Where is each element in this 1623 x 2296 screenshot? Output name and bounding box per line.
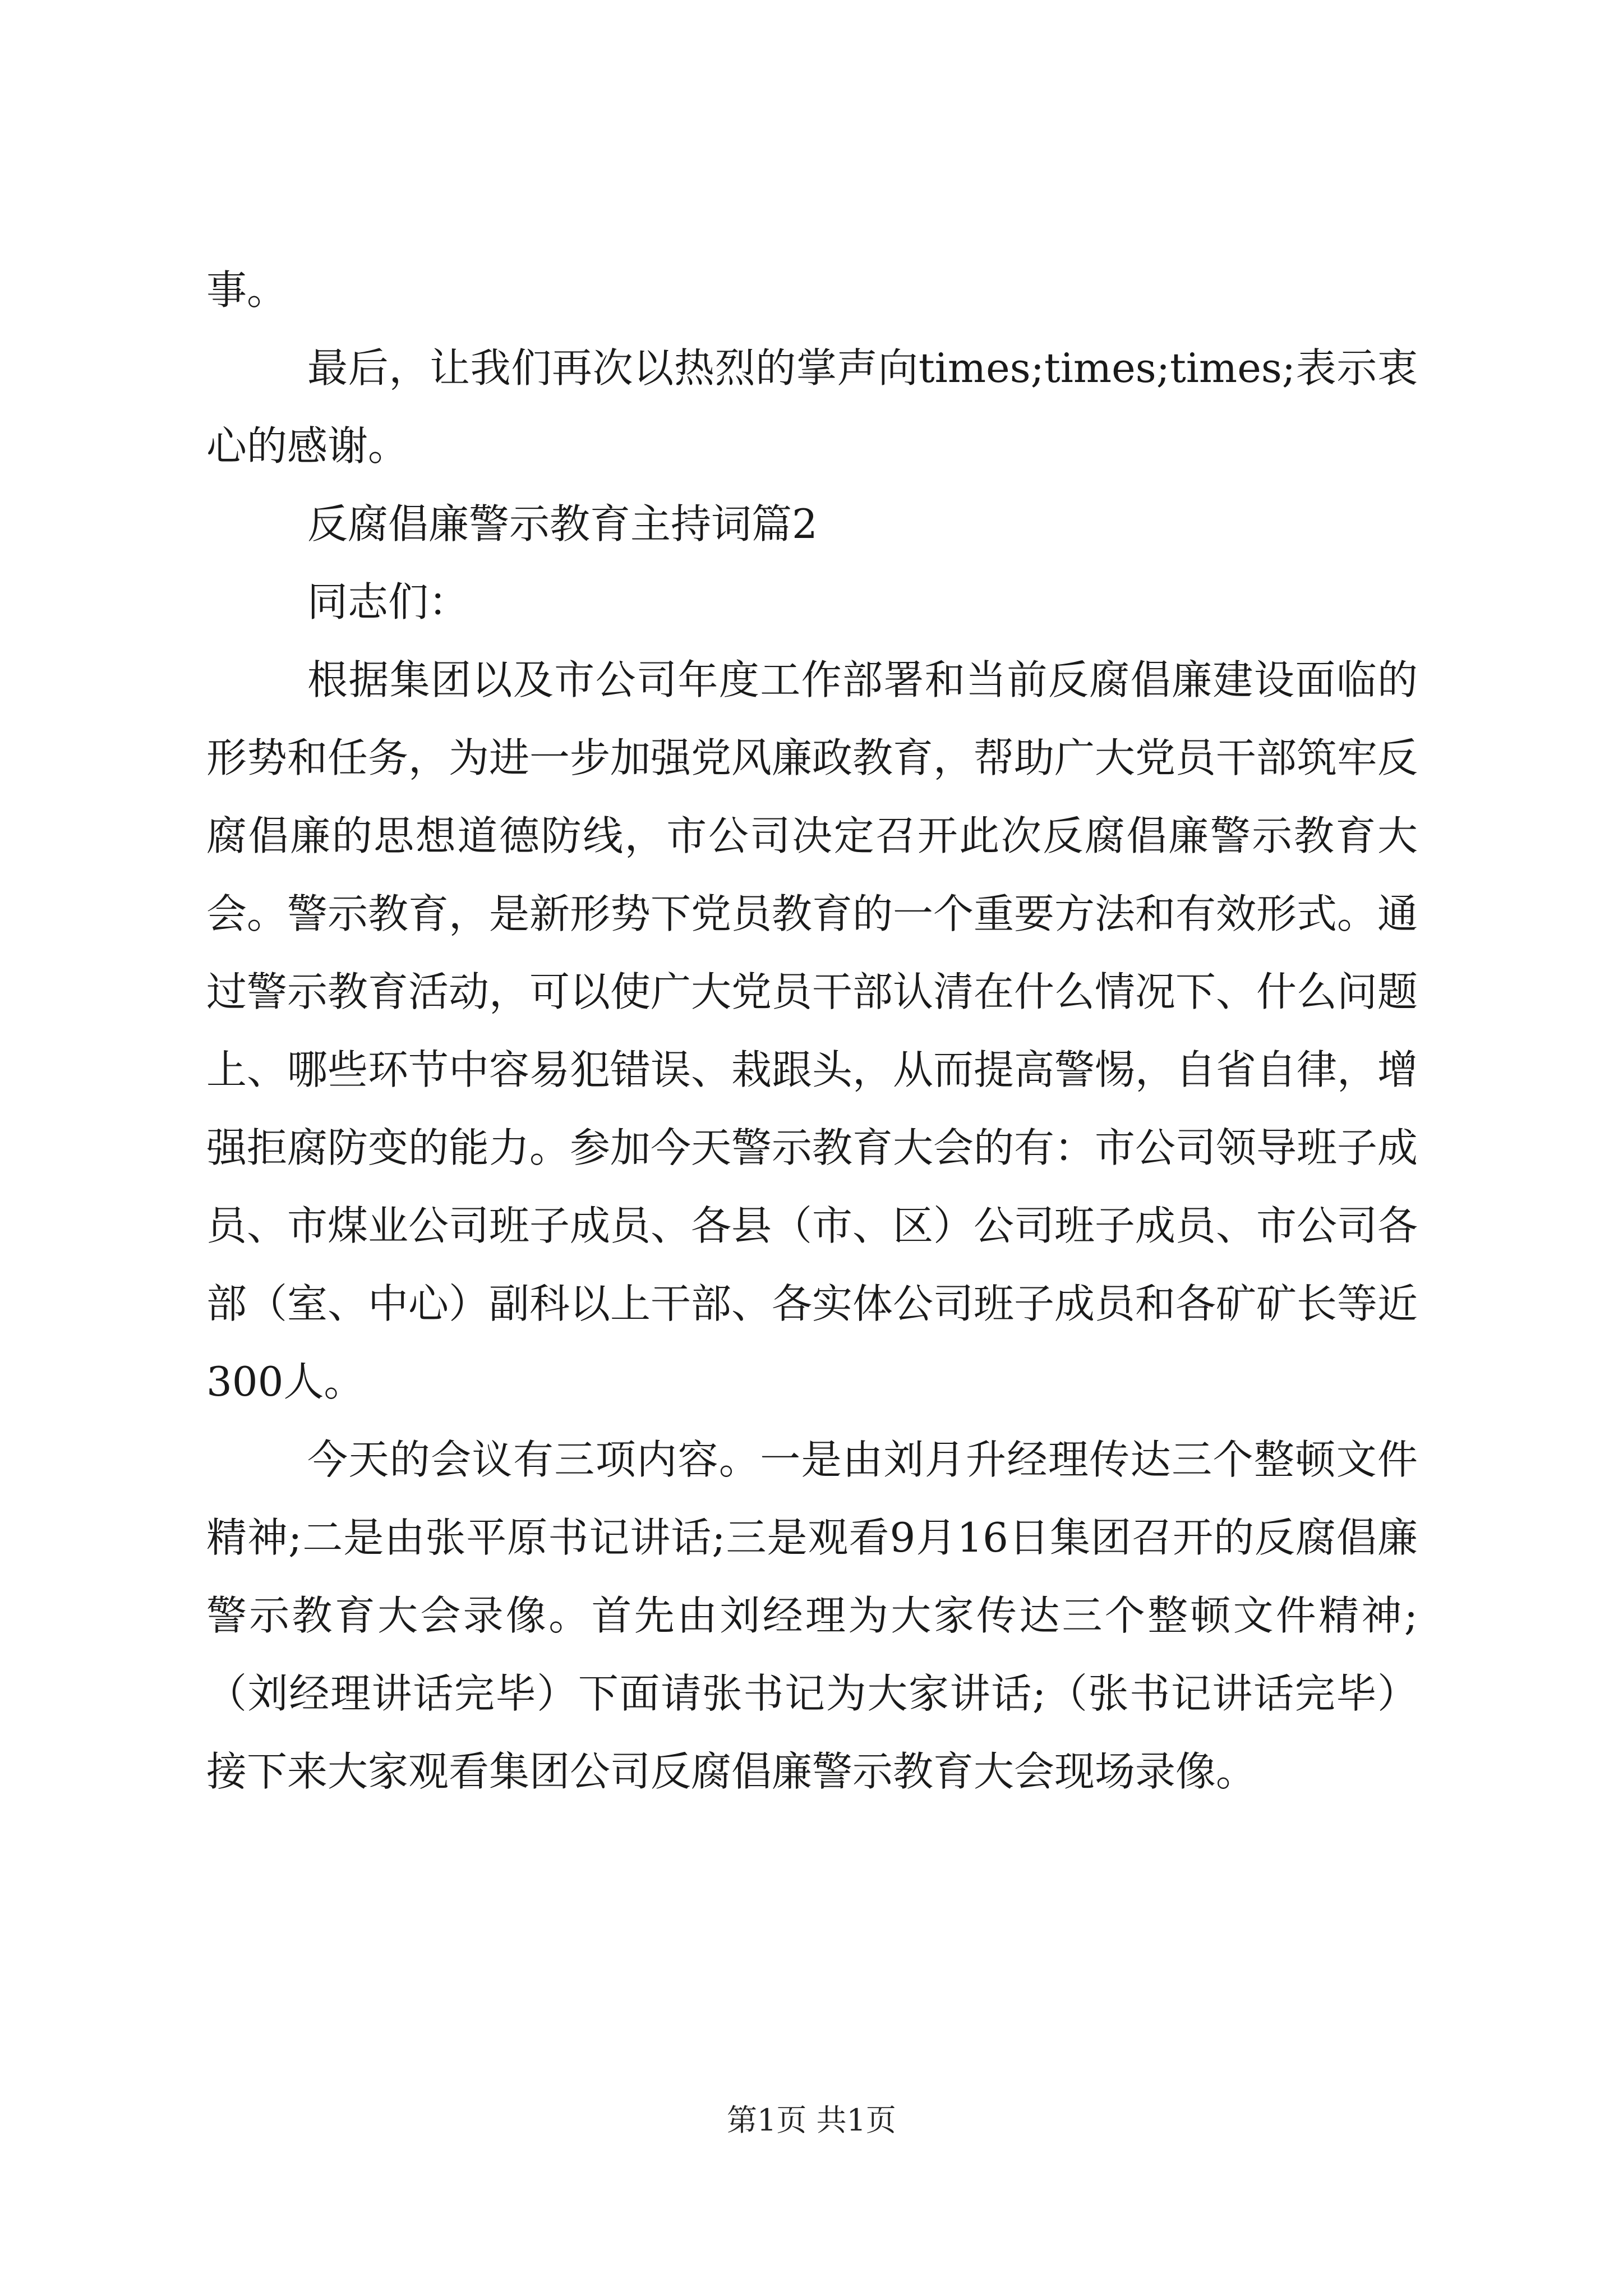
paragraph-agenda: 今天的会议有三项内容。一是由刘月升经理传达三个整顿文件精神;二是由张平原书记讲话;三是观看9月16日集团召开的反腐倡廉警示教育大会录像。首先由刘经理为大家传达三个整顿文件精神;（刘经理讲话完毕）下面请张书记为大家讲话;（张书记讲话完毕）接下来大家观看集团公司反腐倡廉警示教育大会现场录像。 (206, 1436, 1418, 1795)
paragraph-closing-thanks: 最后，让我们再次以热烈的掌声向times;times;times;表示衷心的感谢。 (206, 344, 1418, 470)
document-body (206, 251, 1418, 1811)
salutation: 同志们： (307, 578, 469, 625)
paragraph-background: 根据集团以及市公司年度工作部署和当前反腐倡廉建设面临的形势和任务，为进一步加强党风廉政教育，帮助广大党员干部筑牢反腐倡廉的思想道德防线，市公司决定召开此次反腐倡廉警示教育大会。警示教育，是新形势下党员教育的一个重要方法和有效形式。通过警示教育活动，可以使广大党员干部认清在什么情况下、什么问题上、哪些环节中容易犯错误、栽跟头，从而提高警惕，自省自律，增强拒腐防变的能力。参加今天警示教育大会的有：市公司领导班子成员、市煤业公司班子成员、各县（市、区）公司班子成员、市公司各部（室、中心）副科以上干部、各实体公司班子成员和各矿矿长等近300人。 (206, 656, 1418, 1405)
paragraph-continuation: 事。 (206, 266, 288, 314)
section-heading: 反腐倡廉警示教育主持词篇2 (307, 500, 818, 547)
page-footer: 第1页 共1页 (727, 2102, 896, 2138)
